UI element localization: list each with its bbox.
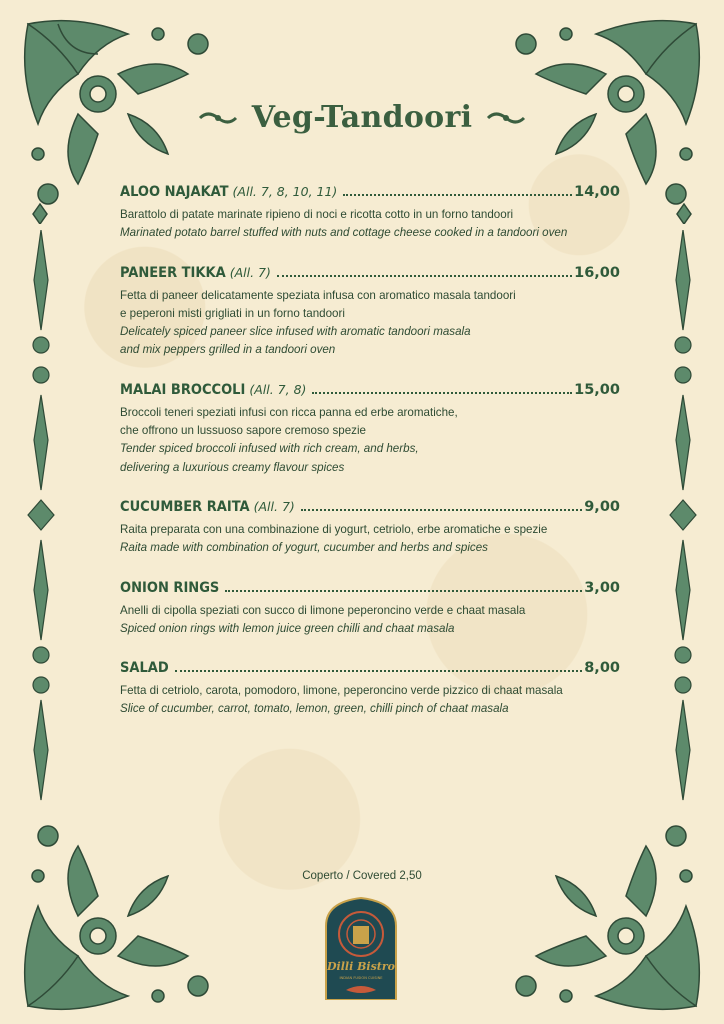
- corner-ornament-bottom-left: [18, 806, 218, 1016]
- menu-item-allergens: (All. 7, 8, 10, 11): [232, 184, 338, 199]
- corner-ornament-bottom-right: [506, 806, 706, 1016]
- menu-item-allergens: (All. 7, 8): [249, 381, 307, 397]
- menu-item-desc-en: Tender spiced broccoli infused with rich cream, and herbs,: [120, 442, 419, 456]
- restaurant-logo: [322, 896, 400, 1000]
- page-title: Veg-Tandoori: [251, 100, 473, 135]
- menu-item-desc-it: Fetta di paneer delicatamente speziata infusa con aromatico masala tandoori: [120, 288, 516, 302]
- side-border-left: [26, 230, 56, 810]
- menu-item: [120, 580, 620, 639]
- menu-item-name: PANEER TIKKA: [120, 264, 226, 281]
- dot-leader: [175, 670, 582, 672]
- dot-leader: [312, 392, 572, 394]
- logo-name: Dilli Bistro: [327, 960, 395, 973]
- menu-item-name: MALAI BROCCOLI: [120, 381, 246, 398]
- menu-item-price: 9,00: [584, 498, 620, 515]
- menu-item: [120, 184, 620, 243]
- logo-tagline: INDIAN FUSION CUISINE: [339, 976, 383, 980]
- menu-item-header: [120, 499, 620, 521]
- menu-item-desc-en: and mix peppers grilled in a tandoori oven: [120, 343, 336, 357]
- menu-item-allergens: (All. 7): [229, 264, 271, 280]
- menu-item-header: [120, 660, 620, 682]
- menu-item-allergens: (All. 7): [253, 498, 295, 514]
- menu-item-desc-it: e peperoni misti grigliati in un forno tandoori: [120, 306, 345, 320]
- menu-item-name: SALAD: [120, 660, 169, 677]
- menu-item-price: 3,00: [584, 579, 620, 596]
- title-flourish-left-icon: [198, 110, 238, 126]
- menu-item-desc-it: che offrono un lussuoso sapore cremoso spezie: [120, 424, 366, 438]
- cover-charge: Coperto / Covered 2,50: [302, 870, 422, 882]
- menu-item-price: 8,00: [584, 660, 620, 677]
- menu-item-desc-it: Fetta di cetriolo, carota, pomodoro, limone, peperoncino verde pizzico di chaat masala: [120, 684, 563, 698]
- menu-item-desc-en: delivering a luxurious creamy flavour spices: [120, 460, 345, 474]
- menu-item-price: 15,00: [574, 381, 620, 398]
- dot-leader: [225, 590, 582, 592]
- menu-item-header: [120, 382, 620, 404]
- menu-item-desc-en: Marinated potato barrel stuffed with nuts and cottage cheese cooked in a tandoori oven: [120, 226, 568, 240]
- menu-item-header: [120, 184, 620, 206]
- title-row: [0, 100, 724, 135]
- dot-leader: [277, 275, 572, 277]
- menu-item-desc-it: Broccoli teneri speziati infusi con ricca panna ed erbe aromatiche,: [120, 405, 458, 419]
- menu-item-desc-en: Raita made with combination of yogurt, cucumber and herbs and spices: [120, 541, 488, 555]
- menu-item-desc-it: Anelli di cipolla speziati con succo di limone peperoncino verde e chaat masala: [120, 603, 526, 617]
- menu-item-header: [120, 265, 620, 287]
- menu-item-name: CUCUMBER RAITA: [120, 498, 250, 515]
- menu-item: [120, 660, 620, 719]
- menu-item-price: 14,00: [574, 184, 620, 200]
- menu-item-desc-en: Delicately spiced paneer slice infused with aromatic tandoori masala: [120, 325, 471, 339]
- menu-item-desc-it: Raita preparata con una combinazione di yogurt, cetriolo, erbe aromatiche e spezie: [120, 522, 548, 536]
- menu-list: [120, 184, 620, 741]
- dot-leader: [301, 509, 582, 511]
- menu-item-desc-en: Slice of cucumber, carrot, tomato, lemon, green, chilli pinch of chaat masala: [120, 702, 509, 716]
- menu-item-name: ONION RINGS: [120, 579, 220, 596]
- menu-item: [120, 499, 620, 558]
- menu-item-desc-en: Spiced onion rings with lemon juice green chilli and chaat masala: [120, 621, 455, 635]
- dot-leader: [343, 194, 572, 196]
- menu-item-price: 16,00: [574, 264, 620, 281]
- menu-item-header: [120, 580, 620, 602]
- menu-item: [120, 265, 620, 360]
- menu-item-desc-it: Barattolo di patate marinate ripieno di noci e ricotta cotto in un forno tandoori: [120, 208, 514, 221]
- menu-item-name: ALOO NAJAKAT: [120, 184, 229, 200]
- title-flourish-right-icon: [486, 110, 526, 126]
- menu-item: [120, 382, 620, 477]
- side-border-right: [668, 230, 698, 810]
